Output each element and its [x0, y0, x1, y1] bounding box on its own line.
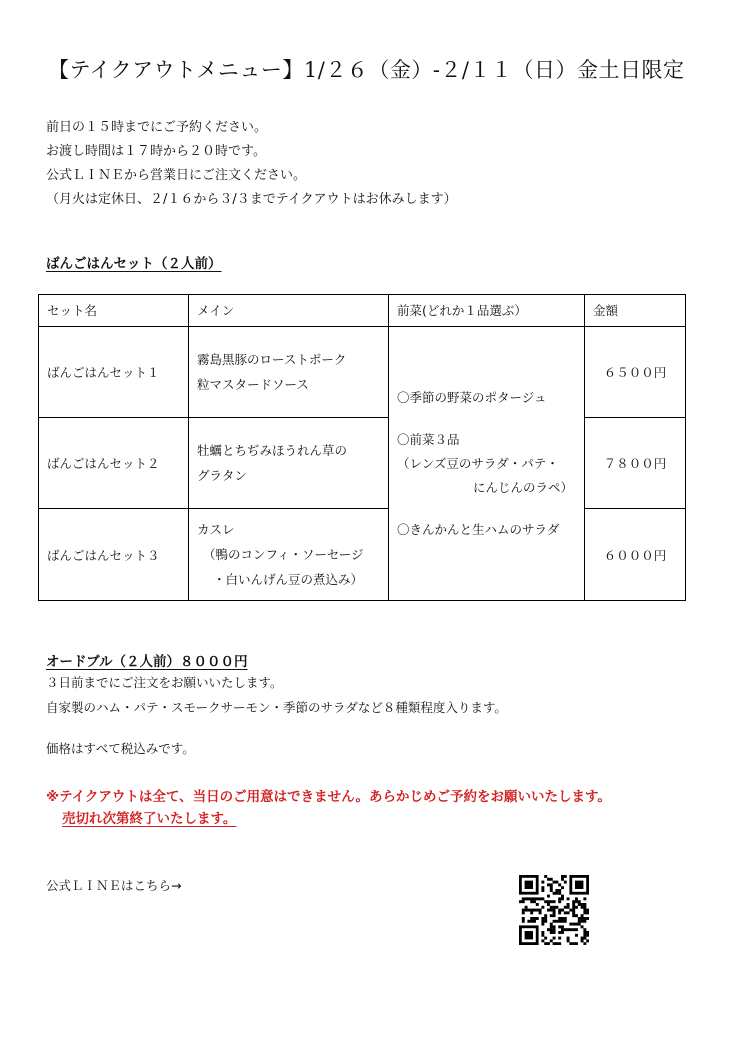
intro-line: お渡し時間は１７時から２０時です。	[46, 144, 266, 159]
set-section-heading: ばんごはんセット（２人前）	[46, 256, 222, 272]
set-name: ばんごはんセット１	[39, 327, 189, 418]
intro-line: 前日の１５時までにご予約ください。	[46, 120, 268, 135]
hors-doeuvre-line: ３日前までにご注文をお願いいたします。	[46, 675, 283, 690]
appetizer-line: （レンズ豆のサラダ・パテ・	[397, 455, 559, 471]
tax-note: 価格はすべて税込みです。	[46, 741, 195, 756]
table-row	[39, 418, 686, 509]
page-title: 【テイクアウトメニュー】1/２６（金）-２/１１（日）金土日限定	[48, 58, 685, 82]
main-line: （鴨のコンフィ・ソーセージ	[203, 547, 364, 562]
warning-line: ※テイクアウトは全て、当日のご用意はできません。あらかじめご予約をお願いいたします。	[46, 789, 611, 805]
set-name: ばんごはんセット２	[39, 418, 189, 509]
hors-doeuvre-heading: オードブル（２人前）８０００円	[46, 654, 248, 670]
column-header: 前菜(どれか１品選ぶ）	[389, 295, 585, 327]
column-header: セット名	[39, 295, 189, 327]
main-line: 牡蠣とちぢみほうれん草の	[197, 443, 348, 458]
set-name: ばんごはんセット３	[39, 509, 189, 601]
warning-notice	[46, 786, 611, 830]
appetizer-line: にんじんのラペ）	[473, 479, 574, 495]
main-line: グラタン	[197, 468, 247, 483]
set-main	[189, 509, 389, 601]
line-link-text: 公式ＬＩＮＥはこちら→	[46, 878, 182, 893]
set-price: ６５００円	[585, 327, 686, 418]
main-line: 霧島黒豚のローストポーク	[197, 352, 347, 367]
appetizer-options	[389, 327, 585, 601]
warning-line: 売切れ次第終了いたします。	[62, 811, 237, 827]
appetizer-line: 〇前菜３品	[397, 431, 460, 447]
set-menu-table	[38, 294, 686, 601]
set-price: ６０００円	[585, 509, 686, 601]
intro-line: （月火は定休日、２/１６から３/３までテイクアウトはお休みします）	[46, 192, 457, 207]
main-line: 粒マスタードソース	[197, 377, 309, 392]
intro-line: 公式ＬＩＮＥから営業日にご注文ください。	[46, 168, 307, 183]
appetizer-line: 〇きんかんと生ハムのサラダ	[397, 521, 560, 537]
main-line: ・白いんげん豆の煮込み）	[213, 572, 364, 587]
table-header-row	[39, 295, 686, 327]
table-row	[39, 327, 686, 418]
hors-doeuvre-line: 自家製のハム・パテ・スモークサーモン・季節のサラダなど８種類程度入ります。	[46, 700, 507, 715]
column-header: 金額	[585, 295, 686, 327]
intro-text	[46, 116, 457, 212]
set-main	[189, 327, 389, 418]
set-price: ７８００円	[585, 418, 686, 509]
set-main	[189, 418, 389, 509]
table-row	[39, 509, 686, 601]
main-line: カスレ	[197, 522, 235, 537]
qr-code-icon[interactable]	[519, 875, 589, 945]
qr-code-graphic	[519, 875, 589, 945]
appetizer-line: 〇季節の野菜のポタージュ	[397, 389, 547, 405]
column-header: メイン	[189, 295, 389, 327]
hors-doeuvre-text	[46, 670, 507, 720]
